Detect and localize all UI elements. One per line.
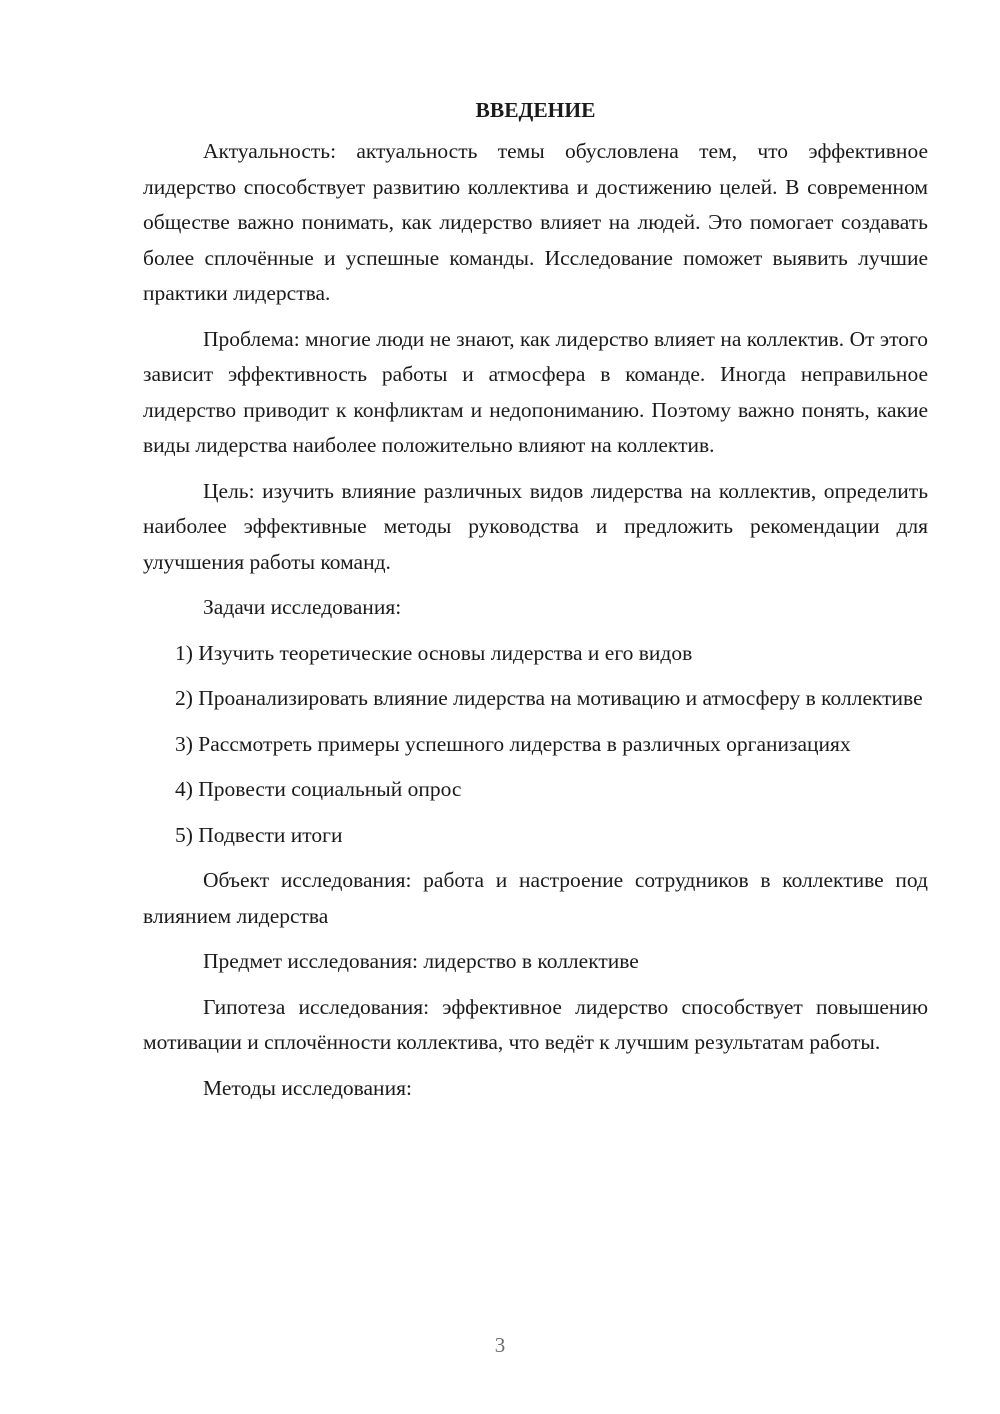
task-item-5: 5) Подвести итоги (175, 822, 343, 847)
paragraph-problem: Проблема: многие люди не знают, как лидерство влияет на коллектив. От этого зависит эффективность работы и атмосфера в команде. Иногда неправильное лидерство приводит к конфликтам и недопониманию. Поэтому важно понять, какие виды лидерства наиболее положительно влияют на коллектив. (143, 326, 928, 457)
text-column (143, 92, 928, 1116)
page-title: ВВЕДЕНИЕ (475, 98, 596, 122)
paragraph-object: Объект исследования: работа и настроение сотрудников в коллективе под влиянием лидерства (143, 868, 928, 928)
task-item-3: 3) Рассмотреть примеры успешного лидерства в различных организациях (175, 731, 851, 756)
paragraph-hypothesis: Гипотеза исследования: эффективное лидерство способствует повышению мотивации и сплочённости коллектива, что ведёт к лучшим результатам работы. (143, 994, 928, 1054)
task-item-1: 1) Изучить теоретические основы лидерства и его видов (175, 640, 693, 665)
task-item-4: 4) Провести социальный опрос (175, 777, 462, 801)
paragraph-relevance: Актуальность: актуальность темы обусловлена тем, что эффективное лидерство способствует развитию коллектива и достижению целей. В современном обществе важно понимать, как лидерство влияет на людей. Это помогает создавать более сплочённые и успешные команды. Исследование поможет выявить лучшие практики лидерства. (143, 139, 928, 305)
paragraph-goal: Цель: изучить влияние различных видов лидерства на коллектив, определить наиболее эффективные методы руководства и предложить рекомендации для улучшения работы команд. (143, 478, 928, 574)
page-number: 3 (494, 1333, 506, 1357)
paragraph-subject: Предмет исследования: лидерство в коллективе (203, 949, 639, 973)
tasks-heading: Задачи исследования: (203, 595, 402, 619)
task-item-2: 2) Проанализировать влияние лидерства на мотивацию и атмосферу в коллективе (175, 686, 923, 710)
methods-heading: Методы исследования: (203, 1075, 412, 1100)
